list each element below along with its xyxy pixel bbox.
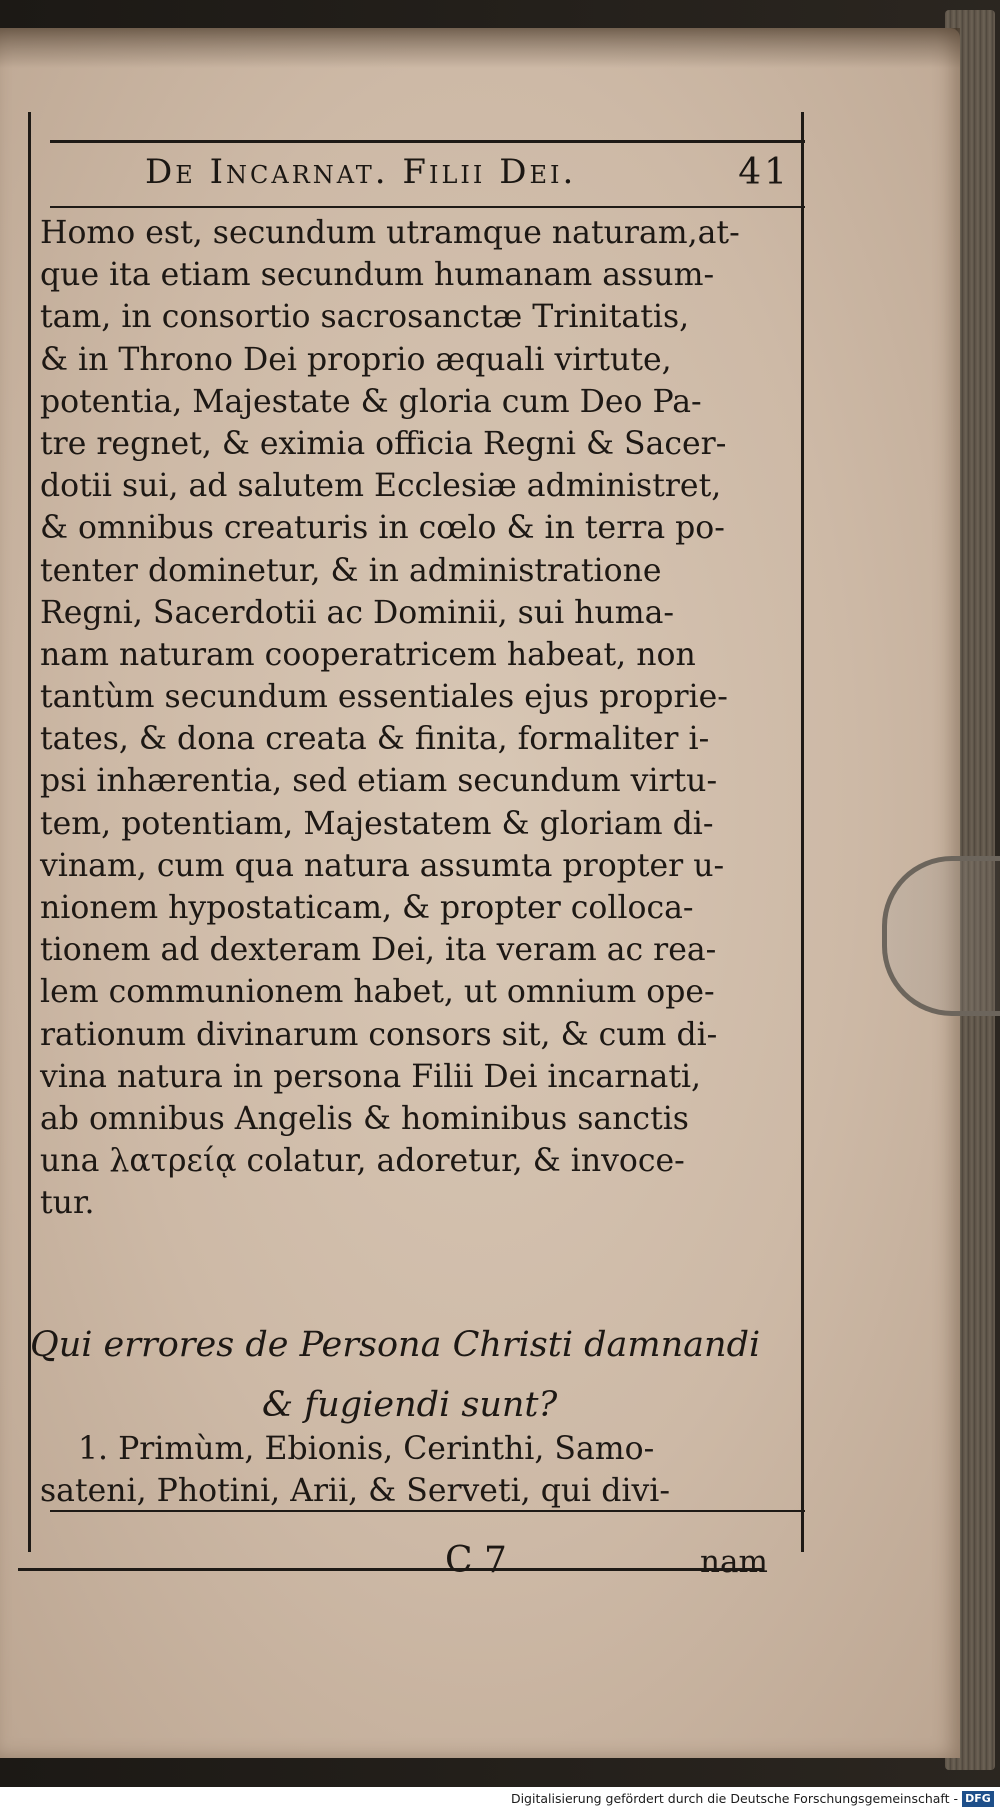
top-rule (50, 140, 805, 143)
running-head-title: De Incarnat. Filii Dei. (145, 152, 577, 192)
question-line-2: & fugiendi sunt? (262, 1385, 558, 1425)
text-line: que ita etiam secundum humanam assum- (40, 257, 715, 294)
text-line: tem, potentiam, Majestatem & gloriam di- (40, 805, 714, 842)
signature-mark: C 7 (445, 1540, 507, 1581)
numbered-list (40, 1428, 800, 1512)
text-line: vinam, cum qua natura assumta propter u- (40, 847, 725, 884)
text-line: psi inhærentia, sed etiam secundum virtu- (40, 763, 718, 800)
text-line: rationum divinarum consors sit, & cum di- (40, 1016, 718, 1053)
text-line: potentia, Majestate & gloria cum Deo Pa- (40, 383, 702, 420)
text-line: vina natura in persona Filii Dei incarnati, (40, 1058, 702, 1095)
list-line: 1. Primùm, Ebionis, Cerinthi, Samo- (78, 1431, 655, 1467)
text-line: tantùm secundum essentiales ejus proprie- (40, 679, 728, 716)
text-line: Regni, Sacerdotii ac Dominii, sui huma- (40, 594, 675, 631)
text-line: lem communionem habet, ut omnium ope- (40, 974, 715, 1011)
text-line: dotii sui, ad salutem Ecclesiæ administret, (40, 468, 722, 505)
page-clip (882, 856, 1000, 1016)
dfg-logo: DFG (962, 1791, 994, 1807)
text-line: tenter dominetur, & in administratione (40, 552, 662, 589)
section-question-heading (30, 1315, 800, 1435)
text-line: tionem ad dexteram Dei, ita veram ac rea- (40, 932, 717, 969)
text-line: & in Throno Dei proprio æquali virtute, (40, 341, 672, 378)
text-line: & omnibus creaturis in cœlo & in terra po- (40, 510, 725, 547)
funding-credit: Digitalisierung gefördert durch die Deutsche Forschungsgemeinschaft - (510, 1791, 958, 1806)
text-line: nam naturam cooperatricem habeat, non (40, 636, 696, 673)
text-line: tam, in consortio sacrosanctæ Trinitatis, (40, 299, 690, 336)
text-line: nionem hypostaticam, & propter colloca- (40, 890, 694, 926)
catchword: nam (700, 1544, 768, 1580)
head-rule (50, 206, 805, 208)
credit-bar (0, 1787, 1000, 1813)
running-head (60, 148, 800, 198)
question-line-1: Qui errores de Persona Christi damnandi (30, 1325, 761, 1365)
page-footer (0, 1540, 800, 1590)
list-line: sateni, Photini, Arii, & Serveti, qui divi- (40, 1473, 670, 1509)
text-line: tates, & dona creata & finita, formaliter i- (40, 721, 710, 758)
text-line: una λατρείᾳ colatur, adoretur, & invoce- (40, 1143, 685, 1180)
body-text (40, 212, 800, 1225)
text-line: tre regnet, & eximia officia Regni & Sacer- (40, 425, 727, 462)
text-line: tur. (40, 1185, 95, 1222)
page-number: 41 (738, 152, 790, 193)
text-line: ab omnibus Angelis & hominibus sanctis (40, 1100, 689, 1137)
page-top-shadow (0, 28, 960, 68)
text-line: Homo est, secundum utramque naturam,at- (40, 215, 740, 251)
